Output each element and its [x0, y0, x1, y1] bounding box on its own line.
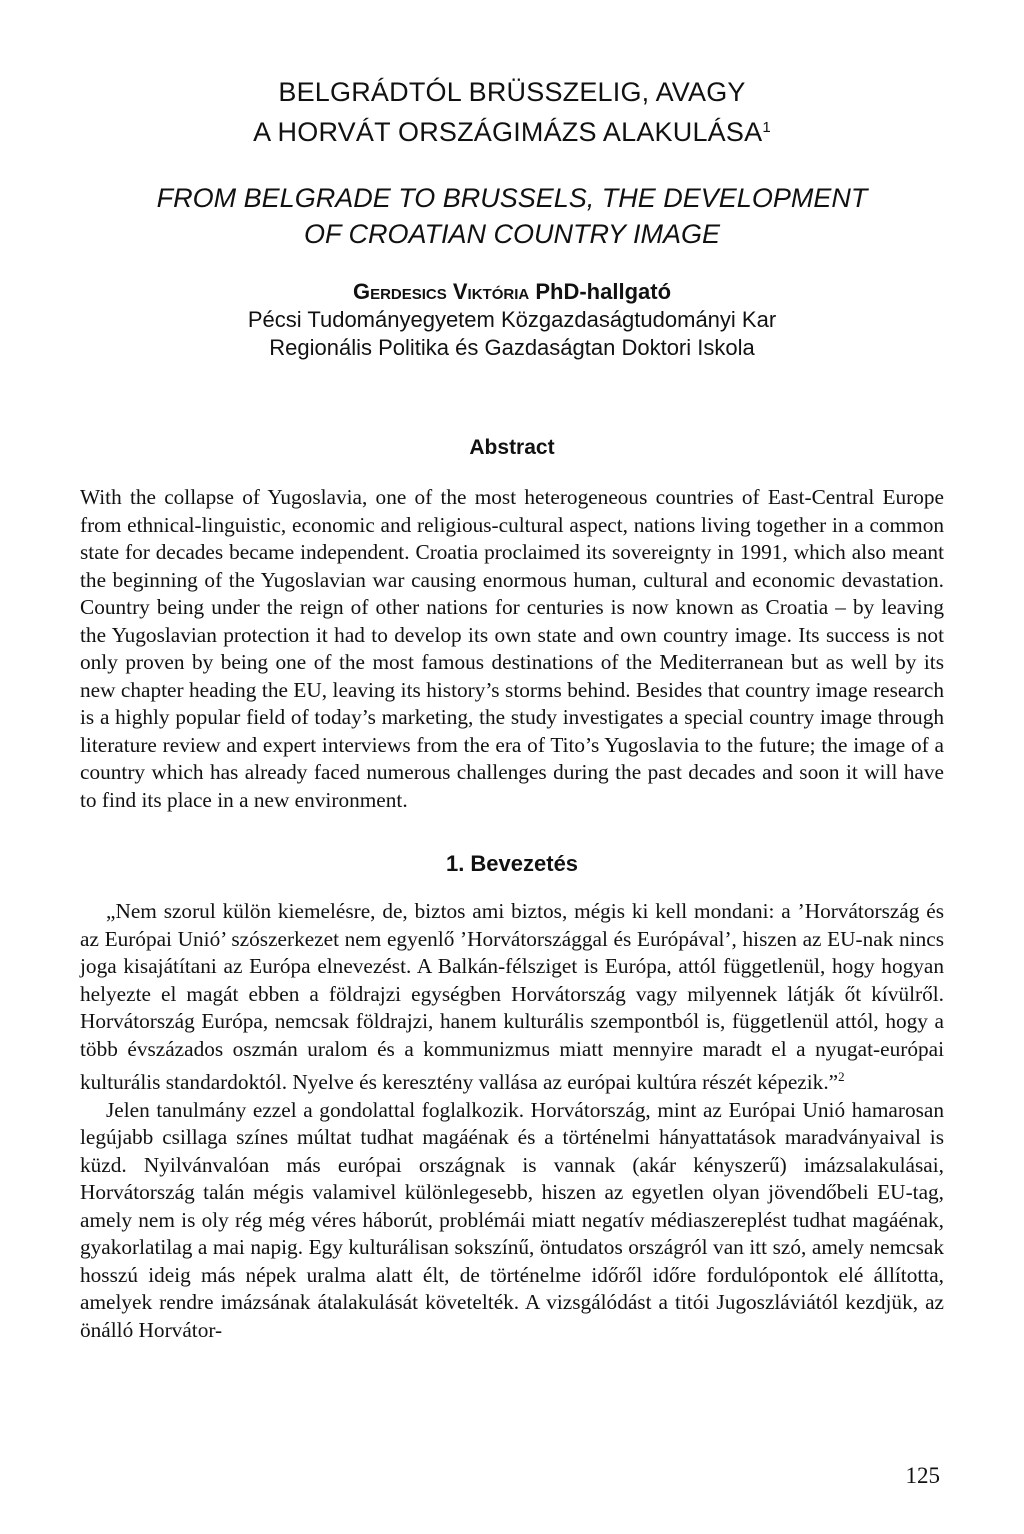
author-line	[80, 278, 944, 306]
author-role: PhD-hallgató	[535, 279, 672, 304]
title-block	[80, 74, 944, 252]
title-footnote-marker[interactable]: 1	[762, 119, 771, 136]
body-paragraph: Jelen tanulmány ezzel a gondolattal foglalkozik. Horvátország, mint az Európai Unió hamarosan legújabb csillaga színes múltat tudhat magáénak és a történelmi hányattatások maradványaival is küzd. Nyilvánvalóan más európai országnak is vannak (akár kényszerű) imázsalakulásai, Horvátország talán mégis valamivel különlegesebb, hiszen az egyetlen olyan jövendőbeli EU-tag, amely nem is oly rég még véres háborút, problémái miatt negatív médiaszereplést tudhat magáénak, gyakorlatilag a mai napig. Egy kulturálisan sokszínű, öntudatos országról van itt szó, amely nemcsak hosszú ideig más népek uralma alatt élt, de történelme időről időre fordulópontok elé állította, amelyek rendre imázsának átalakulását követelték. A vizsgálódást a titói Jugoszláviától kezdjük, az önálló Horvátor-	[80, 1097, 944, 1342]
hungarian-title-line-2: A HORVÁT ORSZÁGIMÁZS ALAKULÁSA	[253, 117, 763, 147]
author-affiliation-university: Pécsi Tudományegyetem Közgazdaságtudományi Kar	[247, 307, 777, 332]
abstract-heading: Abstract	[469, 436, 555, 459]
author-affiliation-school: Regionális Politika és Gazdaságtan Doktori Iskola	[269, 335, 755, 360]
author-block	[80, 278, 944, 362]
section-body	[80, 898, 944, 1344]
hungarian-title	[80, 74, 944, 150]
page-number: 125	[905, 1463, 940, 1488]
quote-paragraph-text: „Nem szorul külön kiemelésre, de, biztos ami biztos, mégis ki kell mondani: a ’Horvátország és az Európai Unió’ szószerkezet nem egyenlő ’Horvátországgal és Európával’, hiszen az EU-nak nincs joga kisajátítani az Európa elnevezést. A Balkán-félsziget is Európa, attól függetlenül, hogy hogyan helyezte el magát ebben a földrajzi egységben Horvátország vagy milyennek látják őt kívülről. Horvátország Európa, nemcsak földrajzi, hanem kulturális szempontból is, függetlenül attól, hogy a több évszázados oszmán uralom és a kommunizmus miatt mennyire maradt el a nyugat-európai kulturális standardoktól. Nyelve és keresztény vallása az európai kultúra részét képezik.”	[80, 899, 944, 1094]
author-name: Gerdesics Viktória	[352, 279, 530, 304]
abstract-text: With the collapse of Yugoslavia, one of the most heterogeneous countries of East-Central Europe from ethnical-linguistic, economic and religious-cultural aspect, nations living together in a common state for decades became independent. Croatia proclaimed its sovereignty in 1991, which also meant the beginning of the Yugoslavian war causing enormous human, cultural and economic devastation. Country being under the reign of other nations for centuries is now known as Croatia – by leaving the Yugoslavian protection it had to develop its own state and own country image. Its success is not only proven by being one of the most famous destinations of the Mediterranean but as well by its new chapter heading the EU, leaving its history’s storms behind. Besides that country image research is a highly popular field of today’s marketing, the study investigates a special country image through literature review and expert interviews from the era of Tito’s Yugoslavia to the future; the image of a country which has already faced numerous challenges during the past decades and soon it will have to find its place in a new environment.	[80, 485, 944, 812]
footnote-marker[interactable]: 2	[838, 1069, 845, 1084]
section-heading-introduction: 1. Bevezetés	[445, 851, 579, 876]
english-title	[80, 180, 944, 252]
english-title-line-1: FROM BELGRADE TO BRUSSELS, THE DEVELOPMENT	[156, 183, 868, 213]
hungarian-title-line-1: BELGRÁDTÓL BRÜSSZELIG, AVAGY	[278, 77, 746, 107]
english-title-line-2: OF CROATIAN COUNTRY IMAGE	[303, 219, 721, 249]
body-paragraph	[80, 898, 944, 1097]
